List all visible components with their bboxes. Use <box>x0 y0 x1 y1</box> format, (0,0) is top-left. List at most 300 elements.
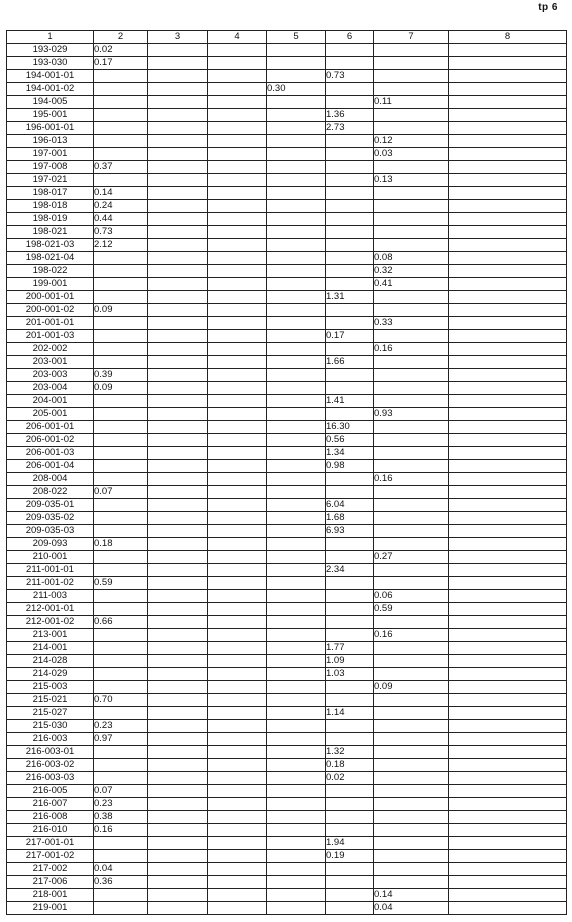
value-cell <box>449 434 567 447</box>
value-cell <box>208 304 267 317</box>
value-cell <box>449 200 567 213</box>
value-cell: 0.66 <box>94 616 148 629</box>
table-row <box>7 772 567 785</box>
value-cell <box>208 707 267 720</box>
table-row <box>7 213 567 226</box>
value-cell <box>374 447 449 460</box>
table-row <box>7 694 567 707</box>
value-cell <box>208 473 267 486</box>
value-cell <box>208 499 267 512</box>
table-row <box>7 902 567 915</box>
table-row <box>7 304 567 317</box>
value-cell: 0.59 <box>94 577 148 590</box>
value-cell <box>267 343 326 356</box>
value-cell <box>148 135 208 148</box>
value-cell <box>94 473 148 486</box>
value-cell: 0.98 <box>326 460 374 473</box>
value-cell <box>449 590 567 603</box>
value-cell <box>374 486 449 499</box>
value-cell <box>326 174 374 187</box>
value-cell <box>326 161 374 174</box>
value-cell <box>449 889 567 902</box>
value-cell: 6.04 <box>326 499 374 512</box>
value-cell <box>449 44 567 57</box>
table-row <box>7 330 567 343</box>
value-cell <box>94 174 148 187</box>
table-row <box>7 460 567 473</box>
value-cell: 0.36 <box>94 876 148 889</box>
row-id-cell: 208-022 <box>7 486 94 499</box>
value-cell <box>208 876 267 889</box>
value-cell <box>267 733 326 746</box>
value-cell <box>208 278 267 291</box>
row-id-cell: 212-001-02 <box>7 616 94 629</box>
value-cell <box>94 278 148 291</box>
value-cell <box>94 850 148 863</box>
value-cell <box>267 759 326 772</box>
row-id-cell: 216-005 <box>7 785 94 798</box>
value-cell: 0.24 <box>94 200 148 213</box>
value-cell: 0.09 <box>94 304 148 317</box>
table-row <box>7 590 567 603</box>
value-cell <box>267 785 326 798</box>
value-cell <box>267 109 326 122</box>
value-cell <box>148 889 208 902</box>
value-cell <box>267 330 326 343</box>
value-cell <box>208 83 267 96</box>
value-cell: 1.34 <box>326 447 374 460</box>
row-id-cell: 200-001-01 <box>7 291 94 304</box>
value-cell <box>148 746 208 759</box>
value-cell <box>449 226 567 239</box>
value-cell <box>449 96 567 109</box>
value-cell <box>326 57 374 70</box>
value-cell: 0.19 <box>326 850 374 863</box>
value-cell <box>267 577 326 590</box>
value-cell <box>267 317 326 330</box>
table-row <box>7 447 567 460</box>
value-cell: 0.56 <box>326 434 374 447</box>
value-cell <box>94 512 148 525</box>
value-cell <box>94 837 148 850</box>
value-cell <box>148 863 208 876</box>
table-row <box>7 434 567 447</box>
value-cell <box>326 785 374 798</box>
value-cell <box>148 382 208 395</box>
value-cell <box>148 707 208 720</box>
value-cell <box>267 148 326 161</box>
value-cell: 0.02 <box>94 44 148 57</box>
value-cell <box>148 616 208 629</box>
value-cell <box>208 486 267 499</box>
value-cell: 0.07 <box>94 785 148 798</box>
value-cell <box>94 551 148 564</box>
value-cell <box>449 720 567 733</box>
value-cell <box>374 200 449 213</box>
value-cell <box>148 252 208 265</box>
value-cell <box>374 863 449 876</box>
value-cell <box>148 551 208 564</box>
value-cell <box>449 161 567 174</box>
table-row <box>7 551 567 564</box>
value-cell <box>374 577 449 590</box>
table-row <box>7 44 567 57</box>
value-cell <box>208 369 267 382</box>
value-cell <box>208 252 267 265</box>
value-cell <box>94 603 148 616</box>
value-cell <box>208 629 267 642</box>
value-cell <box>449 668 567 681</box>
value-cell <box>94 889 148 902</box>
value-cell <box>267 44 326 57</box>
value-cell: 0.32 <box>374 265 449 278</box>
value-cell <box>208 772 267 785</box>
value-cell <box>148 369 208 382</box>
table-row <box>7 369 567 382</box>
value-cell: 1.77 <box>326 642 374 655</box>
value-cell <box>208 239 267 252</box>
value-cell <box>267 889 326 902</box>
value-cell <box>374 239 449 252</box>
value-cell <box>326 265 374 278</box>
row-id-cell: 206-001-03 <box>7 447 94 460</box>
value-cell <box>267 226 326 239</box>
value-cell <box>94 759 148 772</box>
table-row <box>7 889 567 902</box>
value-cell <box>148 785 208 798</box>
value-cell <box>449 304 567 317</box>
value-cell <box>374 421 449 434</box>
value-cell: 0.16 <box>94 824 148 837</box>
value-cell <box>449 759 567 772</box>
table-row <box>7 135 567 148</box>
row-id-cell: 198-018 <box>7 200 94 213</box>
table-row <box>7 798 567 811</box>
value-cell <box>326 135 374 148</box>
table-row <box>7 863 567 876</box>
value-cell <box>374 44 449 57</box>
value-cell: 0.14 <box>374 889 449 902</box>
table-row <box>7 707 567 720</box>
value-cell <box>208 902 267 915</box>
value-cell <box>374 772 449 785</box>
value-cell <box>208 603 267 616</box>
table-row <box>7 642 567 655</box>
value-cell <box>267 655 326 668</box>
value-cell <box>449 538 567 551</box>
value-cell <box>267 486 326 499</box>
value-cell <box>94 421 148 434</box>
value-cell <box>148 590 208 603</box>
row-id-cell: 199-001 <box>7 278 94 291</box>
value-cell <box>267 369 326 382</box>
value-cell <box>326 733 374 746</box>
value-cell: 0.33 <box>374 317 449 330</box>
value-cell <box>148 681 208 694</box>
table-row <box>7 408 567 421</box>
value-cell <box>148 798 208 811</box>
value-cell <box>326 226 374 239</box>
value-cell <box>148 655 208 668</box>
value-cell <box>267 265 326 278</box>
column-header: 6 <box>326 31 374 44</box>
table-row <box>7 83 567 96</box>
table-row <box>7 317 567 330</box>
value-cell <box>208 551 267 564</box>
value-cell: 1.66 <box>326 356 374 369</box>
value-cell <box>148 343 208 356</box>
value-cell: 6.93 <box>326 525 374 538</box>
value-cell <box>449 213 567 226</box>
column-header: 7 <box>374 31 449 44</box>
value-cell <box>374 733 449 746</box>
value-cell <box>374 330 449 343</box>
value-cell <box>267 421 326 434</box>
value-cell <box>449 837 567 850</box>
value-cell <box>374 538 449 551</box>
row-id-cell: 217-001-02 <box>7 850 94 863</box>
row-id-cell: 215-027 <box>7 707 94 720</box>
value-cell: 0.09 <box>94 382 148 395</box>
row-id-cell: 216-008 <box>7 811 94 824</box>
value-cell <box>267 642 326 655</box>
value-cell: 0.17 <box>94 57 148 70</box>
value-cell: 0.23 <box>94 798 148 811</box>
value-cell <box>148 447 208 460</box>
value-cell <box>449 850 567 863</box>
value-cell <box>326 278 374 291</box>
value-cell <box>374 707 449 720</box>
value-cell: 2.12 <box>94 239 148 252</box>
table-row <box>7 174 567 187</box>
value-cell <box>449 122 567 135</box>
table-row <box>7 525 567 538</box>
value-cell <box>148 109 208 122</box>
value-cell: 0.70 <box>94 694 148 707</box>
value-cell <box>326 889 374 902</box>
value-cell <box>94 135 148 148</box>
value-cell <box>94 291 148 304</box>
value-cell <box>374 291 449 304</box>
value-cell <box>208 460 267 473</box>
value-cell <box>326 304 374 317</box>
value-cell: 0.08 <box>374 252 449 265</box>
value-cell <box>449 460 567 473</box>
value-cell <box>374 460 449 473</box>
value-cell <box>94 499 148 512</box>
value-cell: 0.17 <box>326 330 374 343</box>
value-cell <box>449 447 567 460</box>
row-id-cell: 214-028 <box>7 655 94 668</box>
value-cell <box>374 811 449 824</box>
row-id-cell: 209-093 <box>7 538 94 551</box>
row-id-cell: 216-003-01 <box>7 746 94 759</box>
table-row <box>7 109 567 122</box>
value-cell <box>267 629 326 642</box>
value-cell <box>449 811 567 824</box>
value-cell <box>267 356 326 369</box>
table-row <box>7 785 567 798</box>
value-cell <box>326 681 374 694</box>
row-id-cell: 203-004 <box>7 382 94 395</box>
value-cell <box>267 291 326 304</box>
value-cell <box>94 330 148 343</box>
value-cell: 0.18 <box>326 759 374 772</box>
value-cell <box>208 356 267 369</box>
value-cell <box>148 213 208 226</box>
value-cell <box>326 408 374 421</box>
value-cell <box>449 291 567 304</box>
table-row <box>7 811 567 824</box>
value-cell <box>267 707 326 720</box>
value-cell <box>267 57 326 70</box>
value-cell <box>449 174 567 187</box>
value-cell <box>208 564 267 577</box>
value-cell <box>208 291 267 304</box>
value-cell <box>449 603 567 616</box>
table-row <box>7 187 567 200</box>
value-cell: 0.30 <box>267 83 326 96</box>
value-cell <box>267 460 326 473</box>
value-cell <box>449 876 567 889</box>
table-row <box>7 122 567 135</box>
value-cell <box>267 70 326 83</box>
value-cell <box>326 317 374 330</box>
value-cell <box>267 850 326 863</box>
value-cell <box>267 213 326 226</box>
value-cell <box>267 746 326 759</box>
value-cell <box>148 304 208 317</box>
table-row <box>7 746 567 759</box>
value-cell <box>449 798 567 811</box>
table-row <box>7 733 567 746</box>
row-id-cell: 212-001-01 <box>7 603 94 616</box>
table-row <box>7 824 567 837</box>
value-cell <box>267 538 326 551</box>
row-id-cell: 206-001-02 <box>7 434 94 447</box>
value-cell <box>208 889 267 902</box>
value-cell <box>326 863 374 876</box>
row-id-cell: 210-001 <box>7 551 94 564</box>
value-cell <box>94 70 148 83</box>
value-cell <box>449 512 567 525</box>
value-cell <box>148 772 208 785</box>
value-cell: 0.11 <box>374 96 449 109</box>
row-id-cell: 216-007 <box>7 798 94 811</box>
value-cell: 0.16 <box>374 629 449 642</box>
row-id-cell: 216-010 <box>7 824 94 837</box>
value-cell <box>374 499 449 512</box>
value-cell <box>148 486 208 499</box>
value-cell <box>449 486 567 499</box>
value-cell <box>449 863 567 876</box>
value-cell <box>449 577 567 590</box>
value-cell <box>449 772 567 785</box>
value-cell: 2.73 <box>326 122 374 135</box>
value-cell <box>94 590 148 603</box>
value-cell: 0.23 <box>94 720 148 733</box>
value-cell <box>208 733 267 746</box>
value-cell <box>449 83 567 96</box>
table-row <box>7 239 567 252</box>
table-row <box>7 577 567 590</box>
value-cell: 0.18 <box>94 538 148 551</box>
value-cell: 0.16 <box>374 343 449 356</box>
value-cell <box>94 83 148 96</box>
value-cell <box>449 655 567 668</box>
value-cell <box>208 44 267 57</box>
value-cell: 0.12 <box>374 135 449 148</box>
table-row <box>7 395 567 408</box>
value-cell <box>208 382 267 395</box>
row-id-cell: 197-001 <box>7 148 94 161</box>
column-header: 8 <box>449 31 567 44</box>
value-cell <box>326 603 374 616</box>
value-cell <box>208 759 267 772</box>
value-cell <box>148 239 208 252</box>
row-id-cell: 198-017 <box>7 187 94 200</box>
row-id-cell: 217-006 <box>7 876 94 889</box>
table-row <box>7 356 567 369</box>
column-header: 4 <box>208 31 267 44</box>
row-id-cell: 211-001-02 <box>7 577 94 590</box>
value-cell <box>148 174 208 187</box>
row-id-cell: 206-001-04 <box>7 460 94 473</box>
row-id-cell: 217-001-01 <box>7 837 94 850</box>
value-cell <box>267 499 326 512</box>
value-cell <box>449 330 567 343</box>
value-cell <box>449 499 567 512</box>
row-id-cell: 194-005 <box>7 96 94 109</box>
value-cell: 0.09 <box>374 681 449 694</box>
value-cell: 1.32 <box>326 746 374 759</box>
value-cell <box>208 135 267 148</box>
value-cell <box>148 538 208 551</box>
value-cell <box>326 473 374 486</box>
value-cell <box>208 57 267 70</box>
value-cell <box>326 486 374 499</box>
value-cell <box>94 395 148 408</box>
value-cell <box>208 447 267 460</box>
value-cell <box>267 408 326 421</box>
value-cell <box>148 473 208 486</box>
value-cell <box>148 902 208 915</box>
column-header: 5 <box>267 31 326 44</box>
value-cell <box>94 317 148 330</box>
table-row <box>7 70 567 83</box>
value-cell <box>267 122 326 135</box>
value-cell <box>267 525 326 538</box>
value-cell <box>449 616 567 629</box>
value-cell <box>326 616 374 629</box>
value-cell <box>148 512 208 525</box>
row-id-cell: 202-002 <box>7 343 94 356</box>
value-cell <box>449 317 567 330</box>
value-cell <box>267 863 326 876</box>
value-cell <box>374 655 449 668</box>
value-cell <box>267 434 326 447</box>
table-row <box>7 759 567 772</box>
value-cell: 0.27 <box>374 551 449 564</box>
value-cell <box>374 356 449 369</box>
value-cell <box>267 473 326 486</box>
value-cell <box>267 837 326 850</box>
value-cell <box>449 135 567 148</box>
value-cell <box>148 161 208 174</box>
value-cell: 0.73 <box>94 226 148 239</box>
row-id-cell: 196-001-01 <box>7 122 94 135</box>
table-row <box>7 473 567 486</box>
